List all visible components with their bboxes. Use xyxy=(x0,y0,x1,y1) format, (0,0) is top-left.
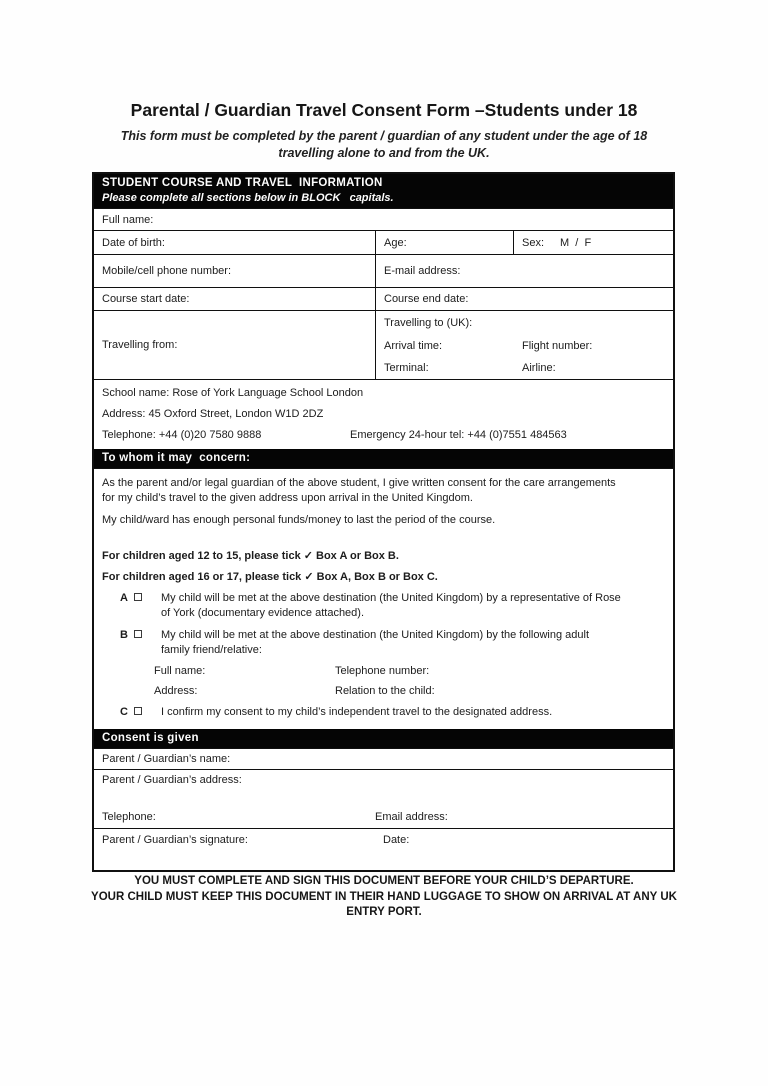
age-field: Age: xyxy=(375,231,513,254)
parent-name-field: Parent / Guardian’s name: xyxy=(102,752,231,765)
flight-number-field: Flight number: xyxy=(522,339,593,352)
section-student-info-bar xyxy=(94,174,673,208)
parent-contact-line xyxy=(102,811,665,823)
section-consent-given-title: Consent is given xyxy=(102,731,199,744)
terminal-field: Terminal: xyxy=(384,362,429,374)
box-b-letter: B xyxy=(120,629,128,641)
travelling-from-field: Travelling from: xyxy=(102,339,178,351)
section-concern-bar xyxy=(94,449,673,468)
section-student-info-instruction: Please complete all sections below in BLOCK capitals. xyxy=(102,192,394,204)
box-a-text xyxy=(142,591,665,620)
box-a-text-line2: of York (documentary evidence attached). xyxy=(161,606,365,619)
box-b-relation-field: Relation to the child: xyxy=(335,685,435,697)
airline-field: Airline: xyxy=(522,362,556,374)
school-name: School name: Rose of York Language School London xyxy=(102,387,364,399)
footer-warning xyxy=(84,874,684,921)
footer-warning-line2: YOUR CHILD MUST KEEP THIS DOCUMENT IN THEIR HAND LUGGAGE TO SHOW ON ARRIVAL AT ANY UK ENTRY PORT. xyxy=(91,890,677,918)
box-b-text-line1: My child will be met at the above destination (the United Kingdom) by the following adult xyxy=(161,629,590,641)
full-name-field: Full name: xyxy=(102,213,154,226)
school-contacts xyxy=(102,429,665,441)
box-a-text-line1: My child will be met at the above destination (the United Kingdom) by a representative of Rose xyxy=(161,592,621,604)
school-telephone: Telephone: +44 (0)20 7580 9888 xyxy=(102,429,262,441)
course-end-field: Course end date: xyxy=(375,288,673,310)
travel-line-arrival xyxy=(384,340,665,352)
box-b-subrow-1 xyxy=(154,665,665,677)
box-c-letter: C xyxy=(120,706,128,718)
arrival-time-field: Arrival time: xyxy=(384,339,443,352)
section-concern-title: To whom it may concern: xyxy=(102,452,251,464)
travel-details xyxy=(375,311,673,379)
consent-paragraph-1-line1: As the parent and/or legal guardian of the above student, I give written consent for the care arrangements xyxy=(102,477,616,489)
consent-paragraph-1 xyxy=(102,476,665,506)
row-dob-age-sex xyxy=(94,230,673,254)
box-b-text-line2: family friend/relative: xyxy=(161,643,262,656)
row-parent-name xyxy=(94,748,673,769)
dob-field: Date of birth: xyxy=(102,236,165,249)
box-a-letter: A xyxy=(120,592,128,604)
school-emergency-tel: Emergency 24-hour tel: +44 (0)7551 484563 xyxy=(350,429,567,441)
signature-field: Parent / Guardian’s signature: xyxy=(102,833,248,846)
consent-form xyxy=(92,172,675,872)
row-parent-address xyxy=(94,769,673,828)
footer-warning-line1: YOU MUST COMPLETE AND SIGN THIS DOCUMENT BEFORE YOUR CHILD’S DEPARTURE. xyxy=(134,875,634,887)
tick-instruction-12-15: For children aged 12 to 15, please tick ✓ Box A or Box B. xyxy=(102,550,399,562)
sex-label: Sex: xyxy=(522,236,545,249)
email-field: E-mail address: xyxy=(375,255,673,287)
parent-telephone-field: Telephone: xyxy=(102,810,156,823)
box-b-subrow-2 xyxy=(154,685,665,697)
date-field: Date: xyxy=(383,833,410,846)
travel-line-terminal xyxy=(384,362,665,374)
parent-address-field: Parent / Guardian’s address: xyxy=(102,773,242,786)
parent-email-field: Email address: xyxy=(375,810,448,823)
box-b-telephone-field: Telephone number: xyxy=(335,665,430,677)
box-c-checkbox[interactable] xyxy=(134,707,142,715)
travelling-to-field: Travelling to (UK): xyxy=(384,317,473,329)
course-start-field: Course start date: xyxy=(102,293,190,305)
sex-options: M / F xyxy=(560,236,592,249)
box-b-address-field: Address: xyxy=(154,685,198,697)
consent-body xyxy=(94,468,673,729)
box-a-checkbox[interactable] xyxy=(134,593,142,601)
sex-field xyxy=(513,231,673,254)
box-b-checkbox[interactable] xyxy=(134,630,142,638)
section-student-info-title: STUDENT COURSE AND TRAVEL INFORMATION xyxy=(102,177,383,189)
row-travel xyxy=(94,310,673,379)
mobile-field: Mobile/cell phone number: xyxy=(102,265,232,277)
box-b-text xyxy=(142,628,665,657)
row-full-name xyxy=(94,208,673,230)
form-subtitle: This form must be completed by the parent / guardian of any student under the age of 18 travelling alone to and from the UK. xyxy=(120,129,648,160)
row-course-dates xyxy=(94,287,673,310)
tick-instruction-16-17: For children aged 16 or 17, please tick ✓ Box A, Box B or Box C. xyxy=(102,571,438,583)
option-box-b xyxy=(120,628,665,657)
box-b-full-name-field: Full name: xyxy=(154,665,206,677)
row-signature-date xyxy=(94,828,673,870)
option-box-c xyxy=(120,705,665,720)
consent-paragraph-2: My child/ward has enough personal funds/money to last the period of the course. xyxy=(102,514,496,526)
box-c-text: I confirm my consent to my child’s independent travel to the designated address. xyxy=(161,706,553,718)
section-consent-given-bar xyxy=(94,729,673,748)
row-mobile-email xyxy=(94,254,673,287)
form-title: Parental / Guardian Travel Consent Form –Students under 18 xyxy=(130,100,638,120)
school-address: Address: 45 Oxford Street, London W1D 2DZ xyxy=(102,408,324,420)
consent-paragraph-1-line2: for my child’s travel to the given address upon arrival in the United Kingdom. xyxy=(102,492,473,504)
school-info xyxy=(94,379,673,449)
option-box-a xyxy=(120,591,665,620)
